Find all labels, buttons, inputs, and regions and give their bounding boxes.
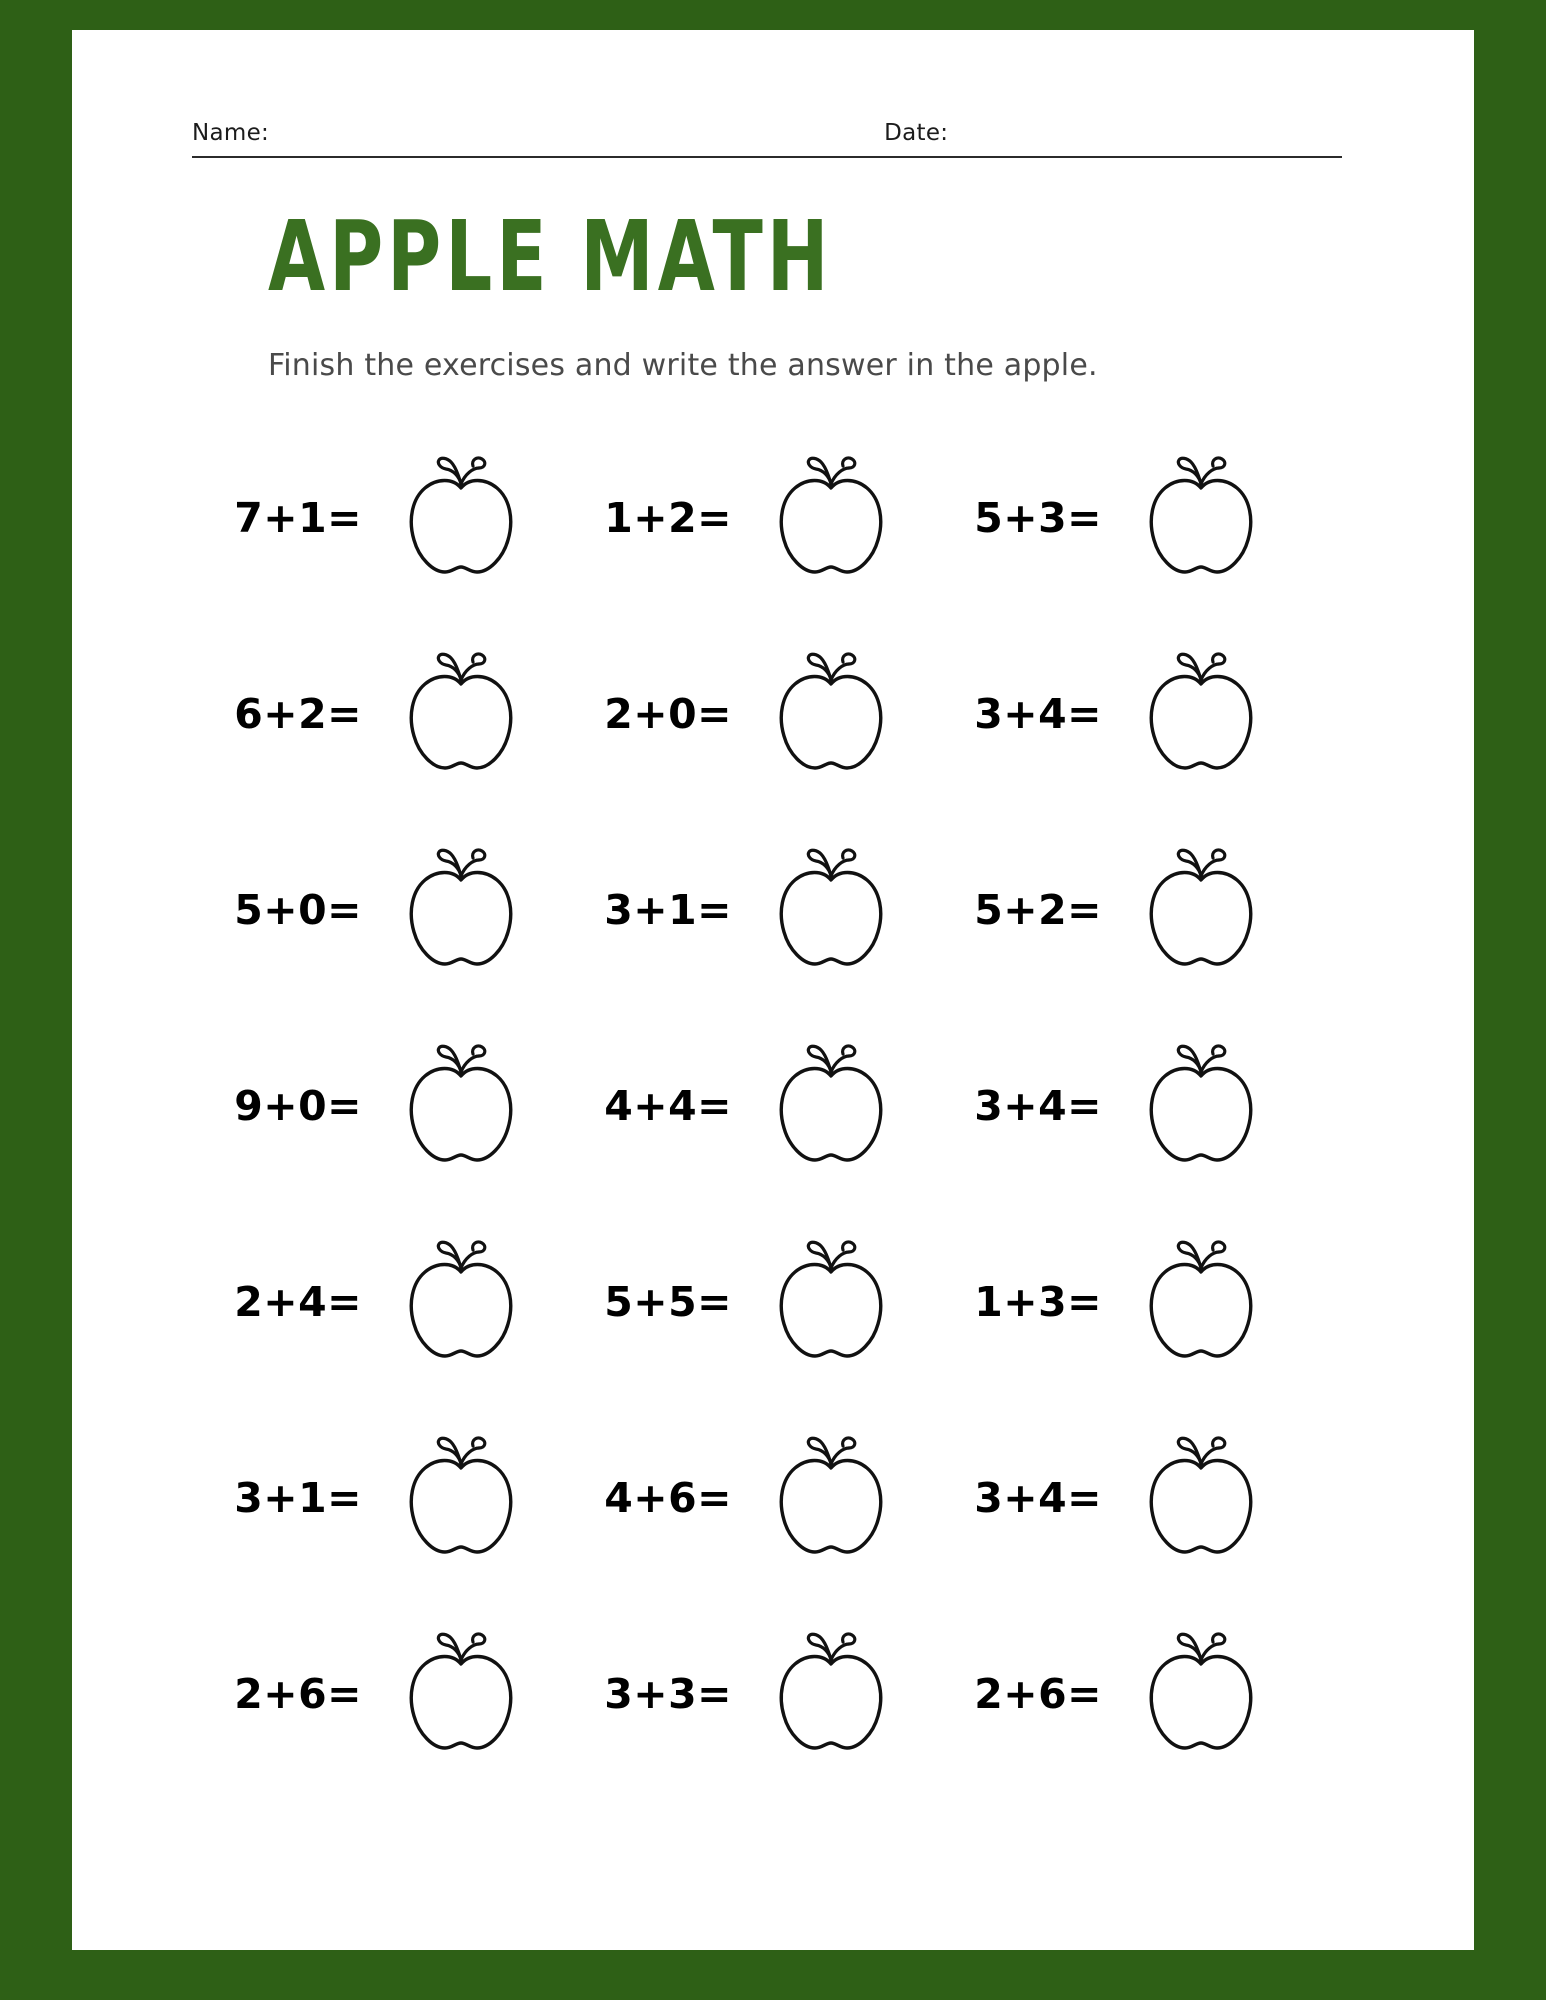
apple-icon bbox=[381, 438, 541, 598]
problem-expression: 1+2= bbox=[604, 494, 732, 542]
answer-apple[interactable] bbox=[746, 1217, 916, 1387]
answer-apple[interactable] bbox=[376, 433, 546, 603]
apple-icon bbox=[381, 1418, 541, 1578]
answer-apple[interactable] bbox=[746, 433, 916, 603]
page-title: APPLE MATH bbox=[268, 201, 833, 314]
date-label: Date: bbox=[884, 120, 949, 146]
problem-expression: 2+0= bbox=[604, 690, 732, 738]
problem-expression: 5+5= bbox=[604, 1278, 732, 1326]
problem-cell-15 bbox=[962, 1204, 1332, 1400]
problem-cell-1 bbox=[222, 420, 592, 616]
instructions-text: Finish the exercises and write the answer in the apple. bbox=[268, 348, 1098, 383]
apple-icon bbox=[381, 1222, 541, 1382]
problem-expression: 4+4= bbox=[604, 1082, 732, 1130]
problem-cell-13 bbox=[222, 1204, 592, 1400]
problem-cell-3 bbox=[962, 420, 1332, 616]
answer-apple[interactable] bbox=[1116, 825, 1286, 995]
problem-expression: 3+1= bbox=[234, 1474, 362, 1522]
problem-cell-10 bbox=[222, 1008, 592, 1204]
problem-cell-19 bbox=[222, 1596, 592, 1792]
apple-icon bbox=[1121, 1614, 1281, 1774]
problem-cell-18 bbox=[962, 1400, 1332, 1596]
student-info-row bbox=[192, 120, 1342, 158]
problem-cell-2 bbox=[592, 420, 962, 616]
problem-expression: 6+2= bbox=[234, 690, 362, 738]
answer-apple[interactable] bbox=[746, 1609, 916, 1779]
problem-expression: 2+6= bbox=[974, 1670, 1102, 1718]
apple-icon bbox=[751, 438, 911, 598]
problem-expression: 1+3= bbox=[974, 1278, 1102, 1326]
answer-apple[interactable] bbox=[376, 825, 546, 995]
problem-expression: 5+0= bbox=[234, 886, 362, 934]
answer-apple[interactable] bbox=[376, 1609, 546, 1779]
problem-cell-7 bbox=[222, 812, 592, 1008]
answer-apple[interactable] bbox=[376, 1021, 546, 1191]
apple-icon bbox=[1121, 1026, 1281, 1186]
problem-expression: 4+6= bbox=[604, 1474, 732, 1522]
problem-expression: 2+4= bbox=[234, 1278, 362, 1326]
problem-cell-21 bbox=[962, 1596, 1332, 1792]
answer-apple[interactable] bbox=[746, 825, 916, 995]
problem-expression: 3+4= bbox=[974, 1082, 1102, 1130]
apple-icon bbox=[1121, 1222, 1281, 1382]
problem-expression: 3+4= bbox=[974, 690, 1102, 738]
answer-apple[interactable] bbox=[746, 1413, 916, 1583]
apple-icon bbox=[1121, 830, 1281, 990]
problem-expression: 9+0= bbox=[234, 1082, 362, 1130]
problem-cell-8 bbox=[592, 812, 962, 1008]
answer-apple[interactable] bbox=[1116, 1413, 1286, 1583]
apple-icon bbox=[751, 1614, 911, 1774]
answer-apple[interactable] bbox=[746, 629, 916, 799]
apple-icon bbox=[381, 830, 541, 990]
apple-icon bbox=[381, 1614, 541, 1774]
answer-apple[interactable] bbox=[1116, 433, 1286, 603]
apple-icon bbox=[1121, 438, 1281, 598]
problem-cell-5 bbox=[592, 616, 962, 812]
answer-apple[interactable] bbox=[1116, 1021, 1286, 1191]
problem-cell-12 bbox=[962, 1008, 1332, 1204]
apple-icon bbox=[381, 1026, 541, 1186]
answer-apple[interactable] bbox=[1116, 1217, 1286, 1387]
apple-icon bbox=[1121, 634, 1281, 794]
answer-apple[interactable] bbox=[376, 1217, 546, 1387]
problem-expression: 5+2= bbox=[974, 886, 1102, 934]
answer-apple[interactable] bbox=[746, 1021, 916, 1191]
problem-cell-17 bbox=[592, 1400, 962, 1596]
problem-expression: 2+6= bbox=[234, 1670, 362, 1718]
problem-expression: 3+1= bbox=[604, 886, 732, 934]
problem-expression: 5+3= bbox=[974, 494, 1102, 542]
problem-expression: 7+1= bbox=[234, 494, 362, 542]
problem-cell-14 bbox=[592, 1204, 962, 1400]
problem-cell-16 bbox=[222, 1400, 592, 1596]
apple-icon bbox=[751, 1418, 911, 1578]
name-label: Name: bbox=[192, 120, 270, 146]
problem-cell-4 bbox=[222, 616, 592, 812]
worksheet-page bbox=[72, 30, 1474, 1950]
problem-cell-6 bbox=[962, 616, 1332, 812]
answer-apple[interactable] bbox=[1116, 1609, 1286, 1779]
apple-icon bbox=[751, 830, 911, 990]
apple-icon bbox=[381, 634, 541, 794]
answer-apple[interactable] bbox=[1116, 629, 1286, 799]
apple-icon bbox=[751, 1222, 911, 1382]
apple-icon bbox=[751, 1026, 911, 1186]
problem-cell-11 bbox=[592, 1008, 962, 1204]
problem-grid bbox=[222, 420, 1332, 1792]
apple-icon bbox=[1121, 1418, 1281, 1578]
problem-expression: 3+3= bbox=[604, 1670, 732, 1718]
problem-cell-20 bbox=[592, 1596, 962, 1792]
answer-apple[interactable] bbox=[376, 629, 546, 799]
answer-apple[interactable] bbox=[376, 1413, 546, 1583]
apple-icon bbox=[751, 634, 911, 794]
problem-expression: 3+4= bbox=[974, 1474, 1102, 1522]
problem-cell-9 bbox=[962, 812, 1332, 1008]
